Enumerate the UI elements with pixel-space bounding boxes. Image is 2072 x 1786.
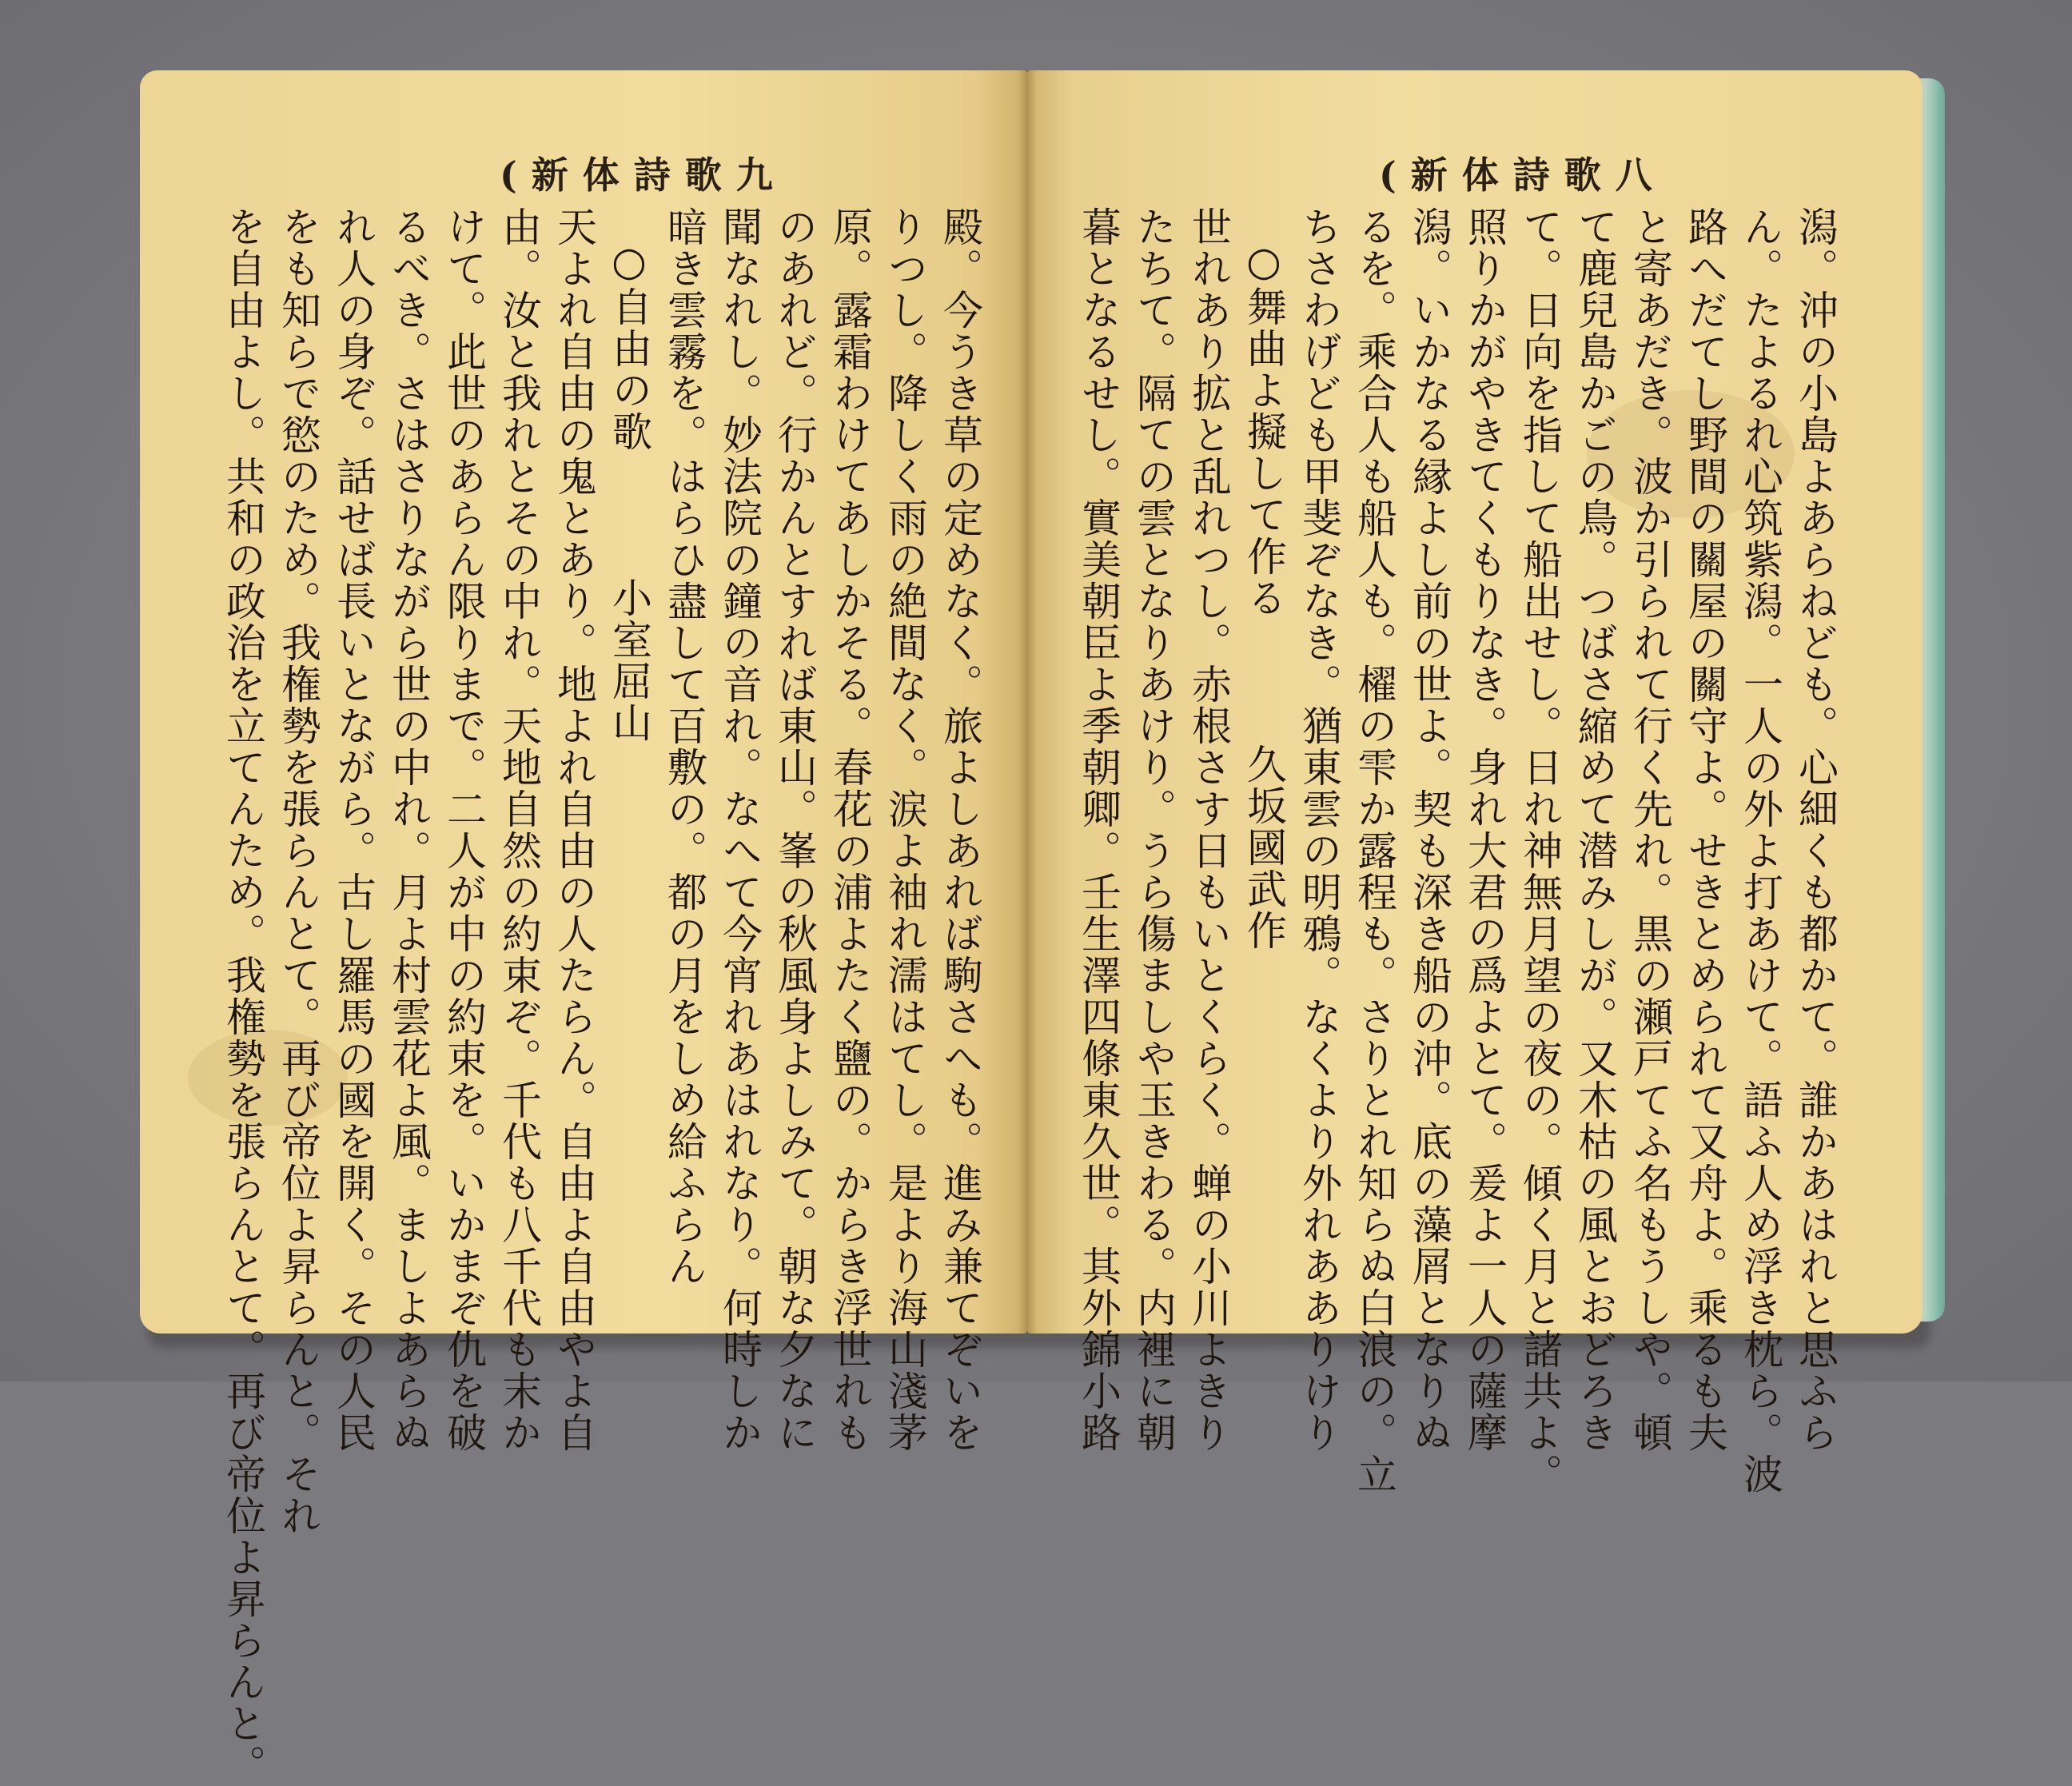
text-column: と寄あだき。波か引られて行く先れ。黒の瀬戸てふ名もうしや。頓 bbox=[1627, 206, 1673, 1453]
left-page-text bbox=[220, 206, 987, 1786]
text-column: ちさわげども甲斐ぞなき。猶東雲の明鴉。なくより外れあありけり bbox=[1296, 206, 1342, 1453]
text-column: 世れあり拡と乱れつし。赤根さす日もいとくらく。蝉の小川よきり bbox=[1185, 206, 1232, 1453]
book-gutter bbox=[1018, 70, 1037, 1334]
text-column: 潟。沖の小島よあらねども。心細くも都かて。誰かあはれと思ふら bbox=[1792, 206, 1839, 1453]
text-column: 潟。いかなる縁よし前の世よ。契も深き船の沖。底の藻屑となりぬ bbox=[1406, 206, 1452, 1453]
right-page bbox=[1027, 70, 1923, 1495]
open-book bbox=[140, 70, 1923, 1786]
text-column: 暗き雲霧を。はらひ盡して百敷の。都の月をしめ給ふらん bbox=[661, 206, 707, 1287]
text-column: けて。此世のあらん限りまで。二人が中の約束を。いかまぞ仇を破 bbox=[440, 206, 487, 1453]
text-column: を自由よし。共和の政治を立てんため。我権勢を張らんとて。再び帝位よ昇らんと。 bbox=[220, 206, 266, 1786]
text-column: のあれど。行かんとすれば東山。峯の秋風身よしみて。朝な夕なに bbox=[771, 206, 818, 1453]
text-column: るべき。さはさりながら世の中れ。月よ村雲花よ風。ましよあらぬ bbox=[385, 206, 432, 1453]
text-column: 殿。今うき草の定めなく。旅よしあれば駒さへも。進み兼てぞいを bbox=[937, 206, 983, 1453]
text-column: たちて。隔ての雲となりあけり。うら傷ましや玉きわる。内裡に朝 bbox=[1130, 206, 1177, 1453]
right-page-text bbox=[1075, 206, 1843, 1495]
left-page-header: (新体詩歌九 bbox=[500, 153, 787, 197]
text-column: て鹿兒島かごの鳥。つばさ縮めて潜みしが。又木枯の風とおどろき bbox=[1572, 206, 1618, 1453]
text-column: りつし。降しく雨の絶間なく。涙よ袖れ濡はてし。是より海山淺茅 bbox=[882, 206, 928, 1453]
text-column: をも知らで慾のため。我権勢を張らんとて。再び帝位よ昇らんと。それ bbox=[275, 206, 321, 1537]
text-column: 聞なれし。妙法院の鐘の音れ。なへて今宵れあはれなり。何時しか bbox=[716, 206, 763, 1453]
text-column: るを。乘合人も船人も。櫂の雫か露程も。さりとれ知らぬ白浪の。立 bbox=[1351, 206, 1397, 1495]
text-column: て。日向を指して船出せし。日れ神無月望の夜の。傾く月と諸共よ。 bbox=[1516, 206, 1563, 1495]
text-column: 原。露霜わけてあしかそる。春花の浦よたく鹽の。からき浮世れも bbox=[827, 206, 873, 1453]
left-page bbox=[140, 70, 1027, 1786]
poem-title: ○舞曲よ擬して作る 久坂國武作 bbox=[1241, 238, 1287, 951]
right-page-header: (新体詩歌八 bbox=[1379, 153, 1667, 197]
text-column: 天よれ自由の鬼とあり。地よれ自由の人たらん。自由よ自由やよ自 bbox=[551, 206, 597, 1453]
poem-title: ○自由の歌 小室屈山 bbox=[606, 238, 652, 744]
text-column: 由。汝と我れとその中れ。天地自然の約束ぞ。千代も八千代も末か bbox=[496, 206, 542, 1453]
text-column: ん。たよるれ心筑紫潟。一人の外よ打あけて。語ふ人め浮き枕ら。波 bbox=[1737, 206, 1783, 1495]
text-column: 照りかがやきてくもりなき。身れ大君の爲よとて。爰よ一人の薩摩 bbox=[1461, 206, 1508, 1453]
text-column: 暮となるせし。實美朝臣よ季朝卿。壬生澤四條東久世。其外錦小路 bbox=[1075, 206, 1122, 1453]
text-column: れ人の身ぞ。話せば長いとながら。古し羅馬の國を開く。その人民 bbox=[330, 206, 377, 1453]
text-column: 路へだてし野間の關屋の關守よ。せきとめられて又舟よ。乘るも夫 bbox=[1682, 206, 1728, 1453]
